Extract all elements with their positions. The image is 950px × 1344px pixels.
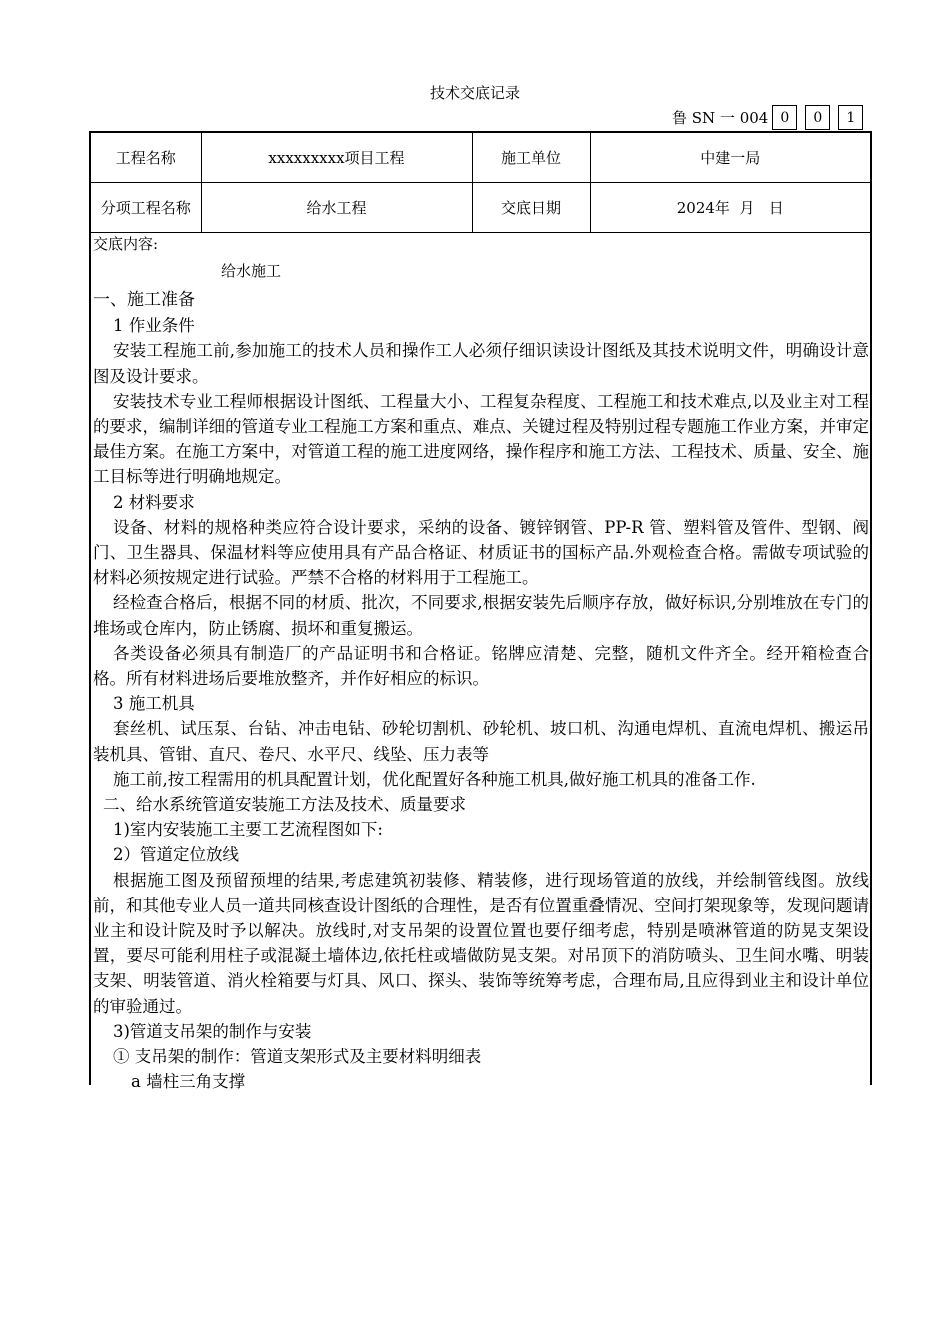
paragraph: 安装工程施工前,参加施工的技术人员和操作工人必须仔细识读设计图纸及其技术说明文件，明确设计意图及设计要求。 — [93, 341, 869, 386]
code-box: 1 — [838, 105, 863, 130]
content-subtitle: 给水施工 — [221, 262, 282, 280]
content-label: 交底内容: — [93, 235, 159, 253]
project-name-value: xxxxxxxxx项目工程 — [201, 133, 472, 183]
table-row — [91, 183, 870, 233]
code-box: 0 — [805, 105, 830, 130]
subproject-label: 分项工程名称 — [91, 183, 201, 233]
section-heading: 一、施工准备 — [93, 290, 195, 310]
date-label: 交底日期 — [472, 183, 590, 233]
document-title: 技术交底记录 — [429, 84, 520, 102]
disclosure-content — [93, 234, 869, 1095]
paragraph: 套丝机、试压泵、台钻、冲击电钻、砂轮切割机、砂轮机、坡口机、沟通电焊机、直流电焊机、搬运吊装机具、管钳、直尺、卷尺、水平尺、线坠、压力表等 — [93, 719, 869, 764]
table-row — [91, 133, 870, 183]
subsection-heading: ① 支吊架的制作：管道支架形式及主要材料明细表 — [113, 1047, 482, 1067]
subsection-heading: 3 施工机具 — [113, 694, 195, 714]
code-label: 鲁 SN 一 004 — [672, 109, 769, 127]
document-code — [672, 104, 863, 131]
paragraph: 各类设备必须具有制造厂的产品证明书和合格证。铭牌应清楚、完整，随机文件齐全。经开箱检查合格。所有材料进场后要堆放整齐，并作好相应的标识。 — [93, 643, 869, 689]
date-value: 2024年 月 日 — [590, 183, 870, 233]
subsection-heading: 1)室内安装施工主要工艺流程图如下: — [113, 820, 383, 840]
section-heading: 二、给水系统管道安装施工方法及技术、质量要求 — [103, 795, 466, 815]
paragraph: 设备、材料的规格种类应符合设计要求，采纳的设备、镀锌钢管、PP-R 管、塑料管及管件、型钢、阀门、卫生器具、保温材料等应使用具有产品合格证、材质证书的国标产品.外观检查合格。需做专项试验的材料必须按规定进行试验。严禁不合格的材料用于工程施工。 — [93, 517, 869, 588]
paragraph: 安装技术专业工程师根据设计图纸、工程量大小、工程复杂程度、工程施工和技术难点,以及业主对工程的要求，编制详细的管道专业工程施工方案和重点、难点、关键过程及特别过程专题施工作业方案，并审定最佳方案。在施工方案中，对管道工程的施工进度网络，操作程序和施工方法、工程技术、质量、安全、施工目标等进行明确地规定。 — [93, 391, 869, 487]
builder-value: 中建一局 — [590, 133, 870, 183]
form-header-table — [91, 133, 870, 233]
subsection-heading: 1 作业条件 — [113, 316, 195, 336]
subsection-heading: 2）管道定位放线 — [113, 845, 239, 865]
paragraph: 经检查合格后，根据不同的材质、批次，不同要求,根据安装先后顺序存放，做好标识,分别堆放在专门的堆场或仓库内，防止锈腐、损坏和重复搬运。 — [93, 593, 869, 638]
builder-label: 施工单位 — [472, 133, 590, 183]
paragraph: 施工前,按工程需用的机具配置计划，优化配置好各种施工机具,做好施工机具的准备工作. — [113, 769, 756, 789]
paragraph: 根据施工图及预留预埋的结果,考虑建筑初装修、精装修，进行现场管道的放线，并绘制管线图。放线前，和其他专业人员一道共同核查设计图纸的合理性，是否有位置重叠情况、空间打架现象等，发现问题请业主和设计院及时予以解决。放线时,对支吊架的设置位置也要仔细考虑，特别是喷淋管道的防晃支架设置，要尽可能利用柱子或混凝土墙体边,依托柱或墙做防晃支架。对吊顶下的消防喷头、卫生间水嘴、明装支架、明装管道、消火栓箱要与灯具、风口、探头、装饰等统筹考虑，合理布局,且应得到业主和设计单位的审验通过。 — [93, 870, 869, 1016]
disclosure-form — [89, 131, 872, 1092]
subsection-heading: 2 材料要求 — [113, 492, 195, 512]
subsection-heading: a 墙柱三角支撑 — [131, 1072, 246, 1092]
code-box: 0 — [772, 105, 797, 130]
subsection-heading: 3)管道支吊架的制作与安装 — [113, 1021, 312, 1041]
project-name-label: 工程名称 — [91, 133, 201, 183]
subproject-value: 给水工程 — [201, 183, 472, 233]
